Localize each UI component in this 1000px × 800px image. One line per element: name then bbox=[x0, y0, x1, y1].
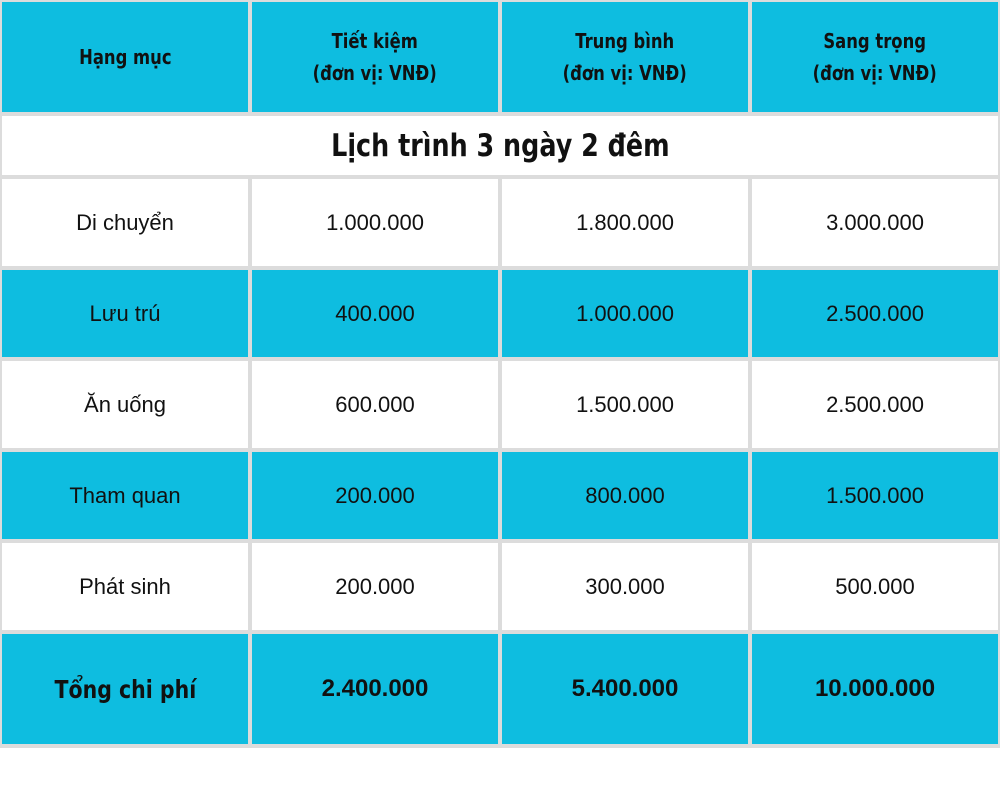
table-cell bbox=[752, 270, 998, 357]
total-label: Tổng chi phí bbox=[54, 674, 196, 704]
cell-value: 200.000 bbox=[335, 573, 415, 599]
table-cell bbox=[252, 543, 498, 630]
cell-value: 1.000.000 bbox=[576, 300, 674, 326]
total-value: 10.000.000 bbox=[814, 675, 936, 702]
cell-value: 800.000 bbox=[585, 482, 665, 508]
header-tier-3-text bbox=[813, 25, 937, 89]
table-cell bbox=[252, 452, 498, 539]
total-label-cell bbox=[2, 634, 248, 744]
table-cell bbox=[752, 543, 998, 630]
table-cell bbox=[252, 270, 498, 357]
header-cell-tier-3 bbox=[752, 2, 998, 112]
section-title: Lịch trình 3 ngày 2 đêm bbox=[330, 127, 670, 164]
header-tier-2-name: Trung bình bbox=[575, 29, 675, 53]
header-tier-1-text bbox=[313, 25, 437, 89]
header-cell-tier-1 bbox=[252, 2, 498, 112]
header-tier-1-name: Tiết kiệm bbox=[331, 29, 419, 53]
cell-value: 300.000 bbox=[585, 573, 665, 599]
row-label-cell bbox=[2, 179, 248, 266]
table-cell bbox=[502, 452, 748, 539]
row-label-cell bbox=[2, 452, 248, 539]
header-cell-tier-2 bbox=[502, 2, 748, 112]
header-tier-2-unit: (đơn vị: VNĐ) bbox=[562, 61, 688, 85]
table-cell bbox=[252, 361, 498, 448]
row-label-cell bbox=[2, 361, 248, 448]
cell-value: 1.500.000 bbox=[576, 391, 674, 417]
cell-value: 1.800.000 bbox=[576, 209, 674, 235]
header-category-label: Hạng mục bbox=[78, 45, 172, 69]
table-cell bbox=[752, 361, 998, 448]
table-cell bbox=[502, 543, 748, 630]
header-tier-2-text bbox=[563, 25, 687, 89]
header-cell-category bbox=[2, 2, 248, 112]
cell-value: 200.000 bbox=[335, 482, 415, 508]
cell-value: 2.500.000 bbox=[826, 300, 924, 326]
row-label-cell bbox=[2, 543, 248, 630]
table-cell bbox=[502, 361, 748, 448]
cell-value: 3.000.000 bbox=[826, 209, 924, 235]
table-cell bbox=[752, 179, 998, 266]
row-label: Ăn uống bbox=[84, 391, 166, 417]
total-value: 2.400.000 bbox=[321, 675, 429, 702]
cell-value: 400.000 bbox=[335, 300, 415, 326]
header-tier-3-name: Sang trọng bbox=[823, 29, 927, 53]
table-cell bbox=[752, 452, 998, 539]
header-category-text bbox=[79, 41, 171, 73]
cell-value: 2.500.000 bbox=[826, 391, 924, 417]
header-tier-3-unit: (đơn vị: VNĐ) bbox=[812, 61, 938, 85]
cell-value: 500.000 bbox=[835, 573, 915, 599]
row-label: Tham quan bbox=[69, 482, 181, 508]
total-value: 5.400.000 bbox=[571, 675, 679, 702]
cell-value: 600.000 bbox=[335, 391, 415, 417]
row-label-cell bbox=[2, 270, 248, 357]
cell-value: 1.000.000 bbox=[326, 209, 424, 235]
total-cell bbox=[502, 634, 748, 744]
table-cell bbox=[252, 179, 498, 266]
row-label: Di chuyển bbox=[76, 209, 174, 235]
table-cell bbox=[502, 270, 748, 357]
row-label: Phát sinh bbox=[79, 573, 171, 599]
total-cell bbox=[752, 634, 998, 744]
header-tier-1-unit: (đơn vị: VNĐ) bbox=[312, 61, 438, 85]
section-title-cell bbox=[2, 116, 998, 175]
row-label: Lưu trú bbox=[89, 300, 161, 326]
cell-value: 1.500.000 bbox=[826, 482, 924, 508]
table-cell bbox=[502, 179, 748, 266]
total-cell bbox=[252, 634, 498, 744]
